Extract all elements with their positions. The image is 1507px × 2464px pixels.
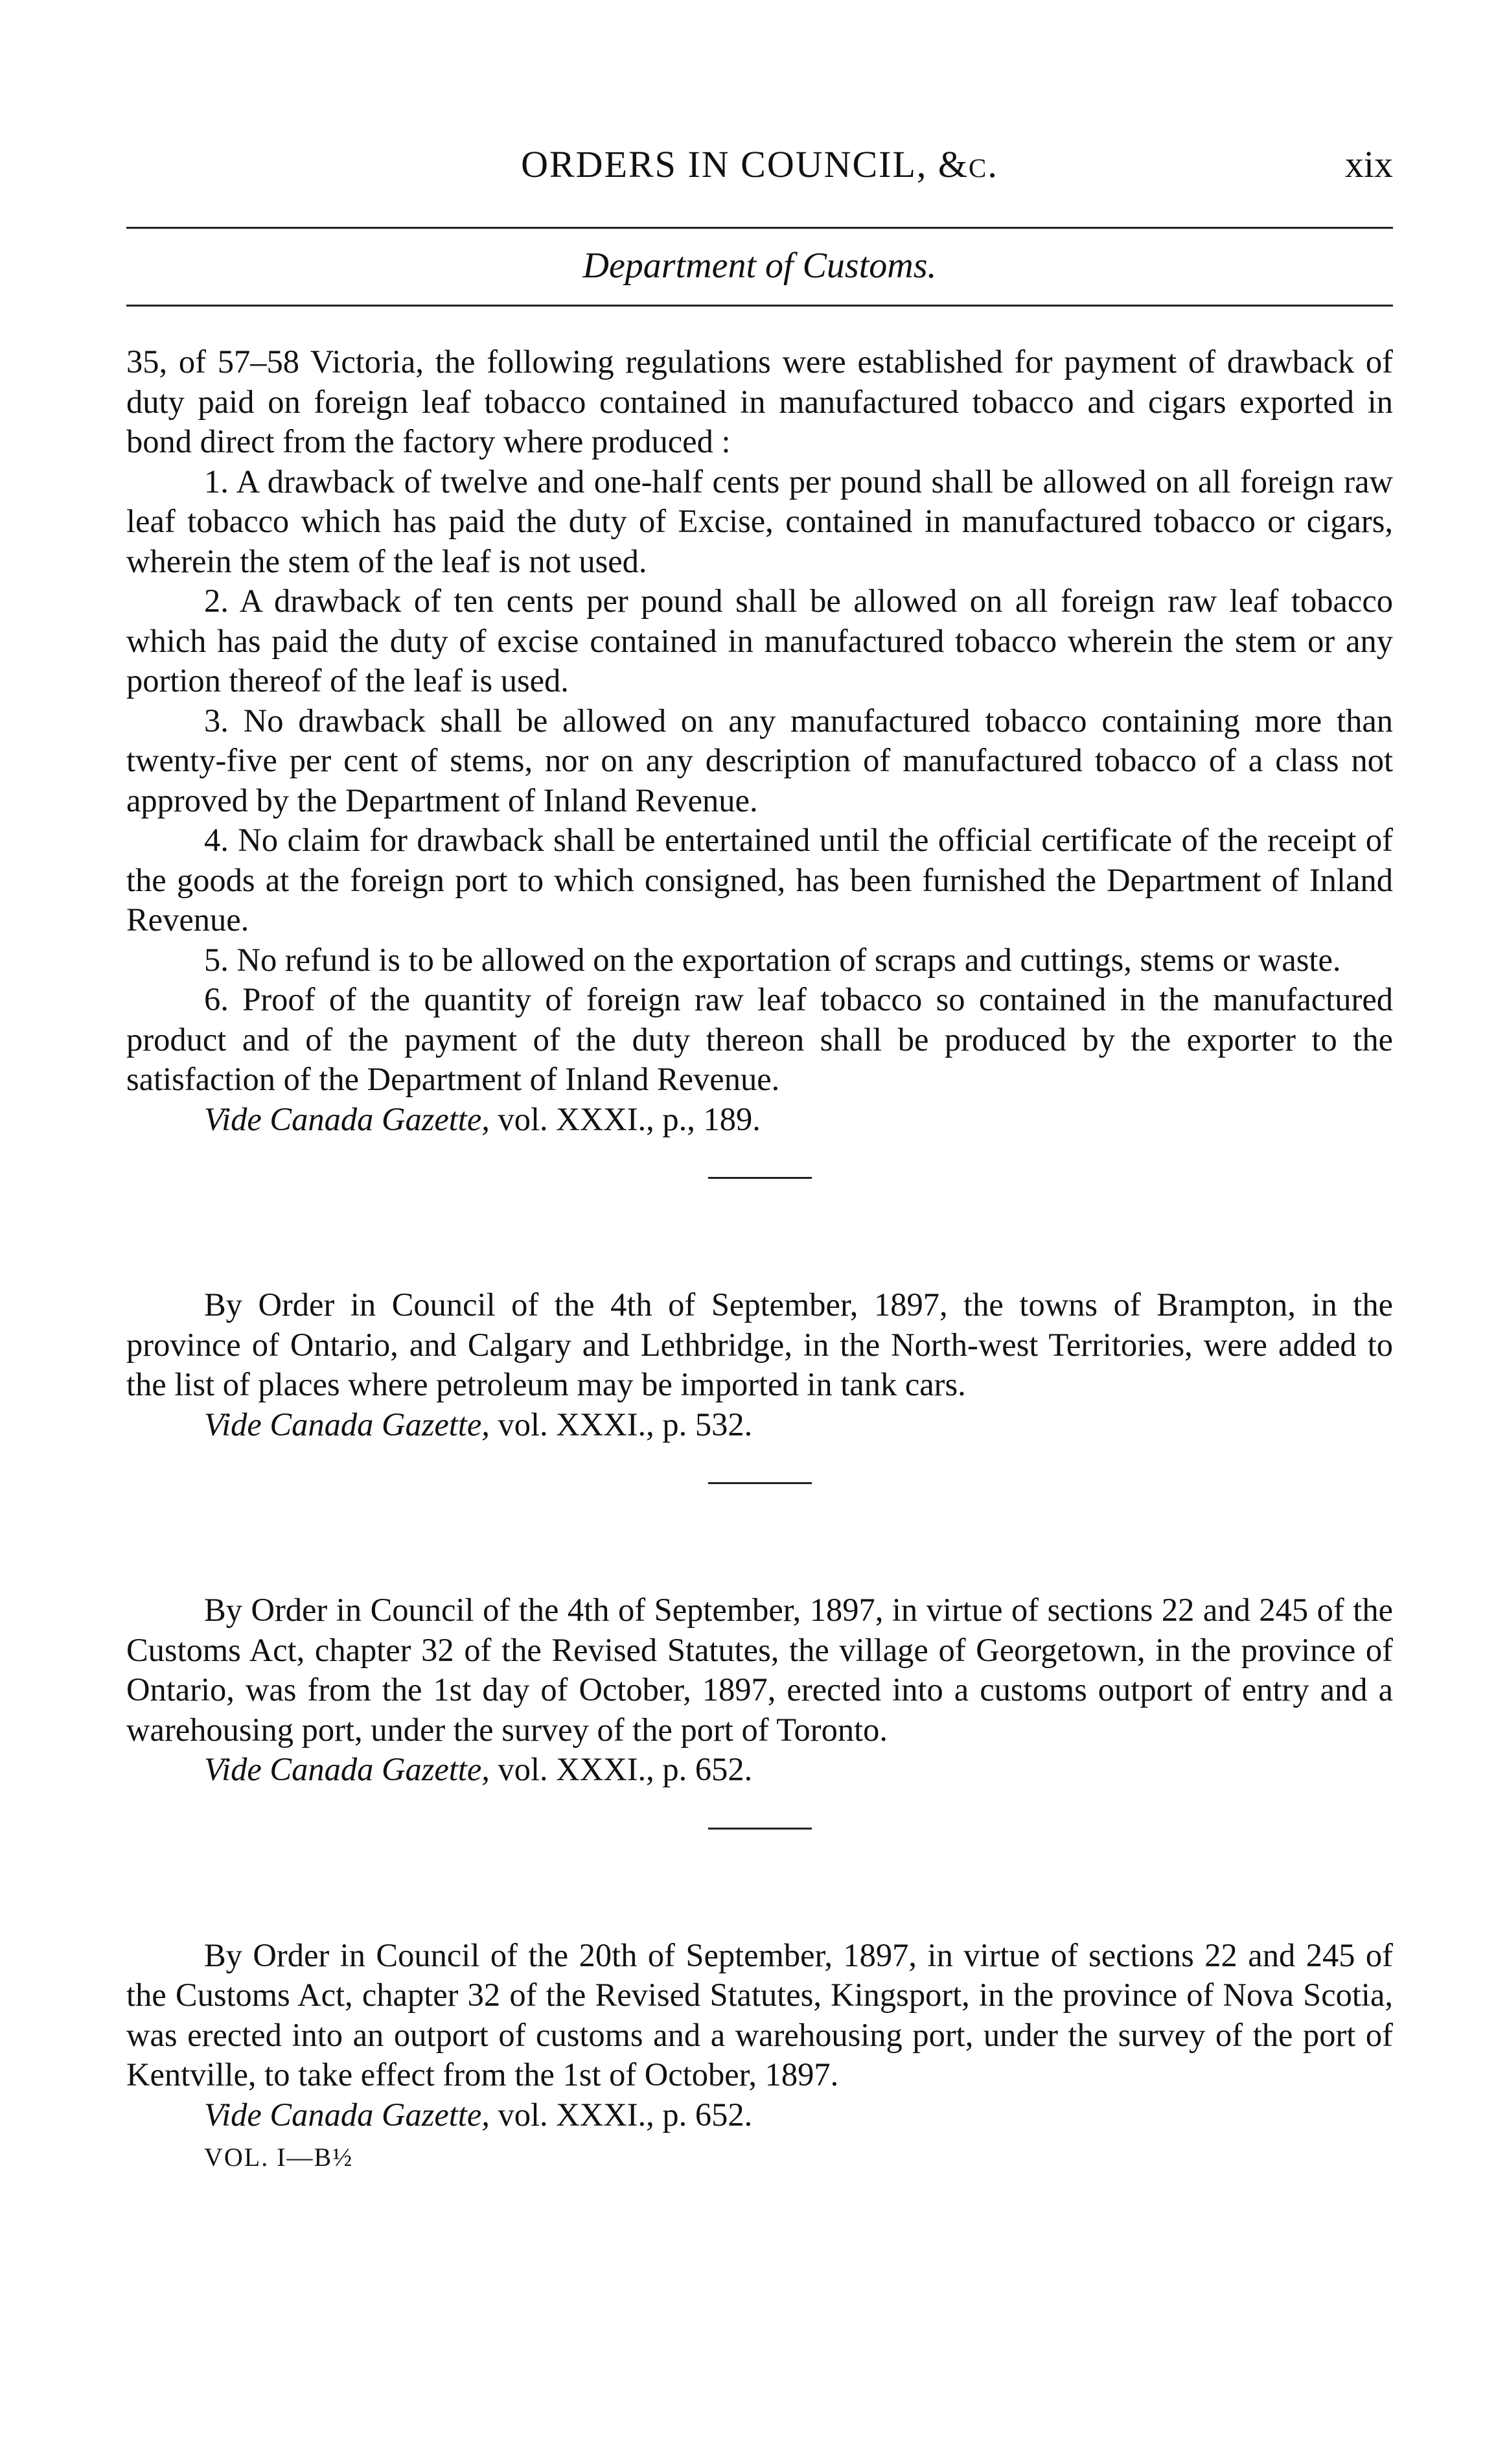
section4-citation (126, 2095, 1393, 2135)
citation-reference: vol. XXXI., p., 189. (498, 1100, 761, 1137)
regulation-item-6: 6. Proof of the quantity of foreign raw leaf tobacco so contained in the manufactured product and of the payment of the duty thereon shall be produced by the exporter to the satisfaction of the Department of Inland Revenue. (126, 981, 1393, 1097)
citation-source: Vide Canada Gazette, (204, 1100, 490, 1137)
section3-citation (126, 1750, 1393, 1790)
order-paragraph-brampton: By Order in Council of the 4th of September, 1897, the towns of Brampton, in the province of Ontario, and Calgary and Lethbridge, in the North-west Territories, were added to the list of places where petroleum may be imported in tank cars. (126, 1286, 1393, 1402)
signature-mark: VOL. I—B½ (204, 2143, 354, 2172)
regulation-item-1: 1. A drawback of twelve and one-half cents per pound shall be allowed on all foreign raw leaf tobacco which has paid the duty of Excise, contained in manufactured tobacco or cigars, wherein the stem of the leaf is not used. (126, 463, 1393, 579)
regulation-item-5: 5. No refund is to be allowed on the exportation of scraps and cuttings, stems or waste. (204, 941, 1341, 978)
citation-source: Vide Canada Gazette, (204, 1406, 490, 1443)
order-paragraph-georgetown: By Order in Council of the 4th of September, 1897, in virtue of sections 22 and 245 of the Customs Act, chapter 32 of the Revised Statutes, the village of Georgetown, in the province of Ontario, was from the 1st day of October, 1897, erected into a customs outport of entry and a warehousing port, under the survey of the port of Toronto. (126, 1592, 1393, 1748)
page-number: xix (1344, 143, 1393, 185)
section1-intro: 35, of 57–58 Victoria, the following regulations were established for payment of drawback of duty paid on foreign leaf tobacco contained in manufactured tobacco and cigars exported in bond direct from the factory where produced : (126, 343, 1393, 459)
header-rule-bottom (126, 305, 1393, 307)
regulation-item-2: 2. A drawback of ten cents per pound shall be allowed on all foreign raw leaf tobacco which has paid the duty of excise contained in manufactured tobacco wherein the stem or any portion thereof of the leaf is used. (126, 583, 1393, 699)
order-paragraph-kingsport: By Order in Council of the 20th of September, 1897, in virtue of sections 22 and 245 of the Customs Act, chapter 32 of the Revised Statutes, Kingsport, in the province of Nova Scotia, was erected into an outport of customs and a warehousing port, under the survey of the port of Kentville, to take effect from the 1st of October, 1897. (126, 1936, 1393, 2093)
citation-reference: vol. XXXI., p. 532. (498, 1406, 753, 1443)
regulation-item-3: 3. No drawback shall be allowed on any manufactured tobacco containing more than twenty-five per cent of stems, nor on any description of manufactured tobacco of a class not approved by the Department of Inland Revenue. (126, 702, 1393, 819)
citation-source: Vide Canada Gazette, (204, 2096, 490, 2133)
running-title: ORDERS IN COUNCIL, &c. (521, 143, 998, 185)
citation-source: Vide Canada Gazette, (204, 1751, 490, 1787)
running-head (126, 135, 1393, 187)
citation-reference: vol. XXXI., p. 652. (498, 2096, 753, 2133)
section1-citation (126, 1100, 1393, 1140)
body-text (126, 342, 1393, 2178)
citation-reference: vol. XXXI., p. 652. (498, 1751, 753, 1787)
header-rule-top (126, 227, 1393, 229)
document-page (126, 0, 1393, 2464)
regulation-item-4: 4. No claim for drawback shall be entertained until the official certificate of the receipt of the goods at the foreign port to which consigned, has been furnished the Department of Inland Revenue. (126, 822, 1393, 938)
section2-citation (126, 1405, 1393, 1445)
department-heading: Department of Customs. (582, 246, 937, 286)
